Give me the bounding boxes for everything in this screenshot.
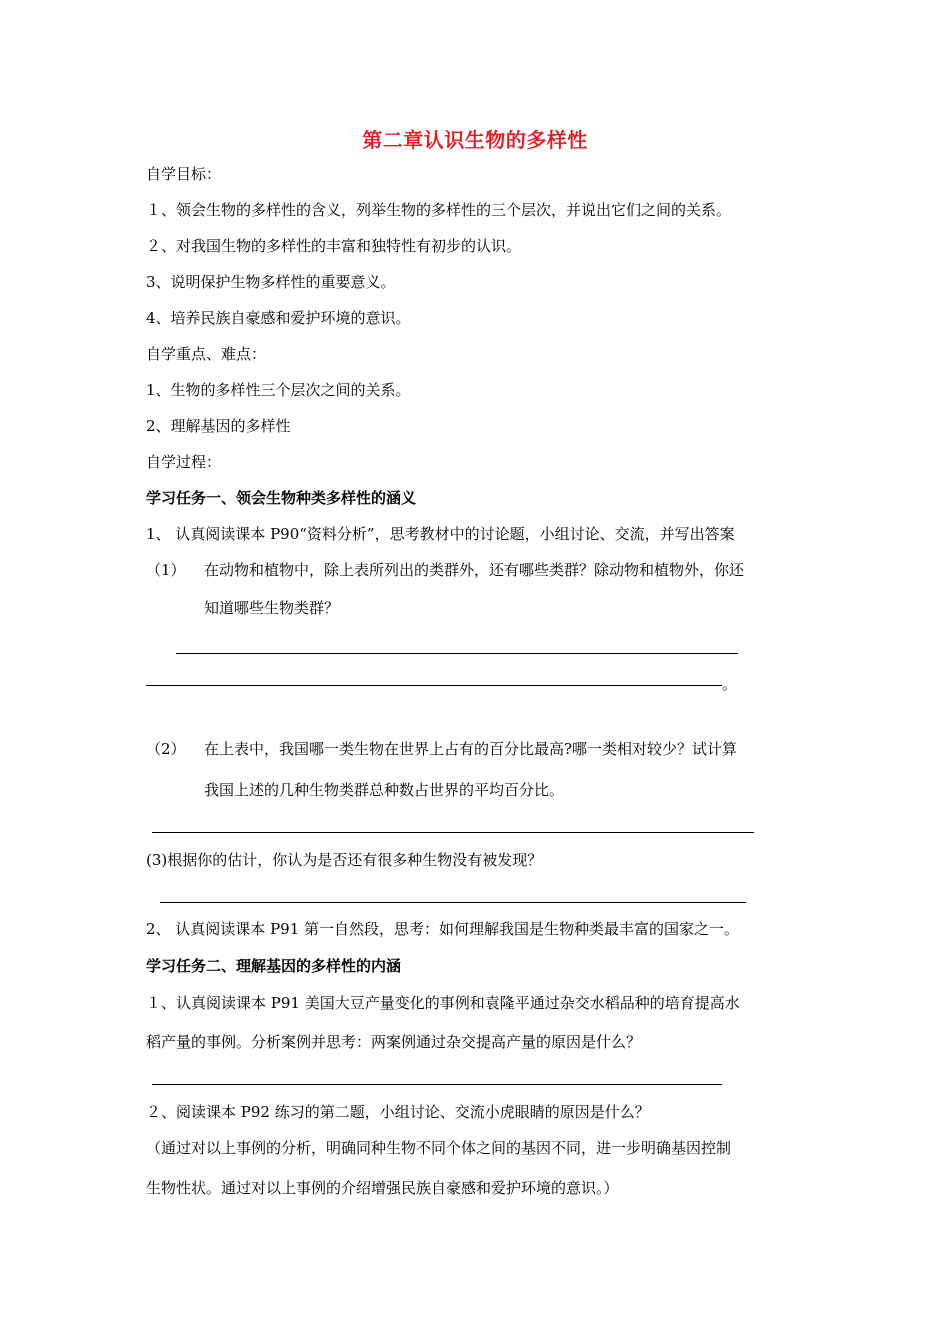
question-2-text-cont: 我国上述的几种生物类群总种数占世界的平均百分比。: [204, 781, 565, 799]
task1-question-2: [146, 739, 737, 759]
question-2-number: （2）: [146, 740, 186, 758]
question-1-text-cont: 知道哪些生物类群？: [204, 599, 340, 617]
task2-step1: １、认真阅读课本 P91 美国大豆产量变化的事例和袁隆平通过杂交水稻品种的培育提高水: [146, 994, 740, 1012]
key-points-heading: 自学重点、难点：: [146, 345, 267, 363]
answer-line[interactable]: [152, 1084, 722, 1085]
goals-heading: 自学目标：: [146, 165, 222, 183]
task2-note-cont: 生物性状。通过对以上事例的介绍增强民族自豪感和爱护环境的意识。）: [146, 1179, 619, 1197]
goal-item-3: 3、说明保护生物多样性的重要意义。: [146, 273, 396, 291]
answer-line[interactable]: [146, 685, 722, 686]
question-1-number: （1）: [146, 561, 186, 579]
answer-line[interactable]: [176, 653, 738, 654]
answer-line[interactable]: [160, 902, 746, 903]
answer-line[interactable]: [152, 832, 754, 833]
key-point-1: 1、生物的多样性三个层次之间的关系。: [146, 381, 411, 399]
process-heading: 自学过程：: [146, 453, 222, 471]
task1-heading: 学习任务一、领会生物种类多样性的涵义: [146, 489, 417, 507]
key-point-2: 2、理解基因的多样性: [146, 417, 291, 435]
task1-question-3: (3)根据你的估计，你认为是否还有很多种生物没有被发现？: [146, 851, 543, 869]
question-2-text: 在上表中，我国哪一类生物在世界上占有的百分比最高?哪一类相对较少？试计算: [204, 740, 738, 758]
goal-item-4: 4、培养民族自豪感和爱护环境的意识。: [146, 309, 411, 327]
page-title: 第二章认识生物的多样性: [362, 128, 588, 152]
task2-heading: 学习任务二、理解基因的多样性的内涵: [146, 957, 402, 975]
answer-end-mark: 。: [722, 675, 738, 693]
goal-item-2: ２、对我国生物的多样性的丰富和独特性有初步的认识。: [146, 237, 522, 255]
question-1-text: 在动物和植物中，除上表所列出的类群外，还有哪些类群？除动物和植物外，你还: [204, 561, 745, 579]
task1-step2: 2、 认真阅读课本 P91 第一自然段，思考：如何理解我国是生物种类最丰富的国家之一。: [146, 920, 740, 938]
task1-question-1: [146, 560, 744, 580]
task1-step1: 1、 认真阅读课本 P90“资料分析”，思考教材中的讨论题，小组讨论、交流，并写出答案: [146, 525, 735, 543]
task2-note: （通过对以上事例的分析，明确同种生物不同个体之间的基因不同，进一步明确基因控制: [146, 1139, 732, 1157]
task2-step2: ２、阅读课本 P92 练习的第二题，小组讨论、交流小虎眼睛的原因是什么？: [146, 1103, 650, 1121]
goal-item-1: １、领会生物的多样性的含义，列举生物的多样性的三个层次，并说出它们之间的关系。: [146, 201, 732, 219]
task2-step1-cont: 稻产量的事例。分析案例并思考：两案例通过杂交提高产量的原因是什么？: [146, 1033, 642, 1051]
